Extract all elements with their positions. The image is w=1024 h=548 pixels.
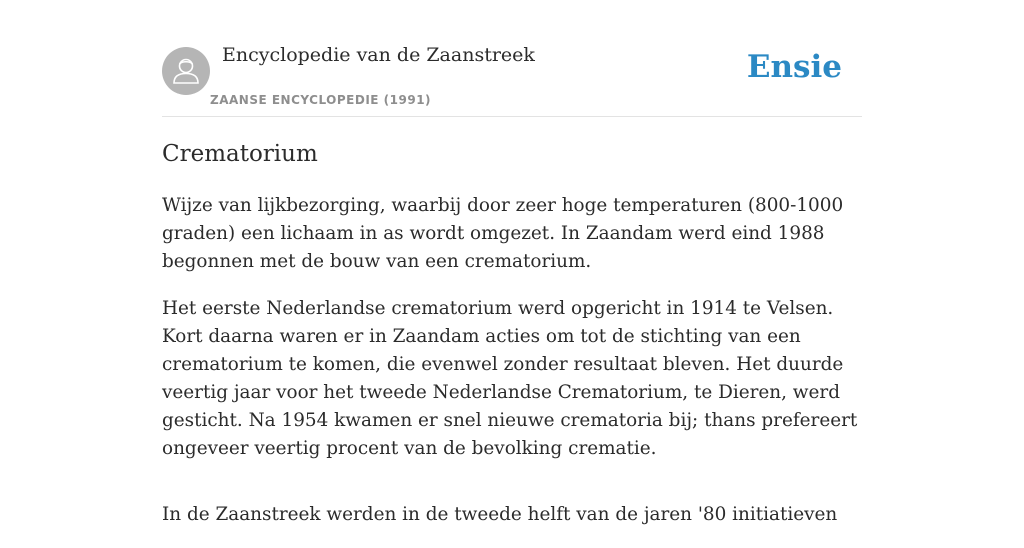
article-paragraph: Het eerste Nederlandse crematorium werd opgericht in 1914 te Velsen. Kort daarna waren er in Zaandam acties om tot de stichting van een crematorium te komen, die evenwel zonder resultaat bleven. Het duurde veertig jaar voor het tweede Nederlandse Crematorium, te Dieren, werd gesticht. Na 1954 kwamen er snel nieuwe crematoria bij; thans prefereert ongeveer veertig procent van de bevolking crematie. (162, 298, 858, 459)
article-title: Crematorium (162, 141, 318, 167)
brand-logo[interactable]: Ensie (746, 49, 842, 85)
source-title[interactable]: Encyclopedie van de Zaanstreek (222, 44, 535, 66)
article (162, 138, 862, 548)
source-subtitle[interactable]: ZAANSE ENCYCLOPEDIE (1991) (210, 93, 432, 107)
article-paragraph: In de Zaanstreek werden in de tweede helft van de jaren '80 initiatieven (162, 504, 838, 525)
article-paragraph: Wijze van lijkbezorging, waarbij door zeer hoge temperaturen (800-1000 graden) een lichaam in as wordt omgezet. In Zaandam werd eind 1988 begonnen met de bouw van een crematorium. (162, 195, 844, 272)
source-header (162, 0, 862, 117)
user-icon[interactable] (162, 47, 210, 95)
